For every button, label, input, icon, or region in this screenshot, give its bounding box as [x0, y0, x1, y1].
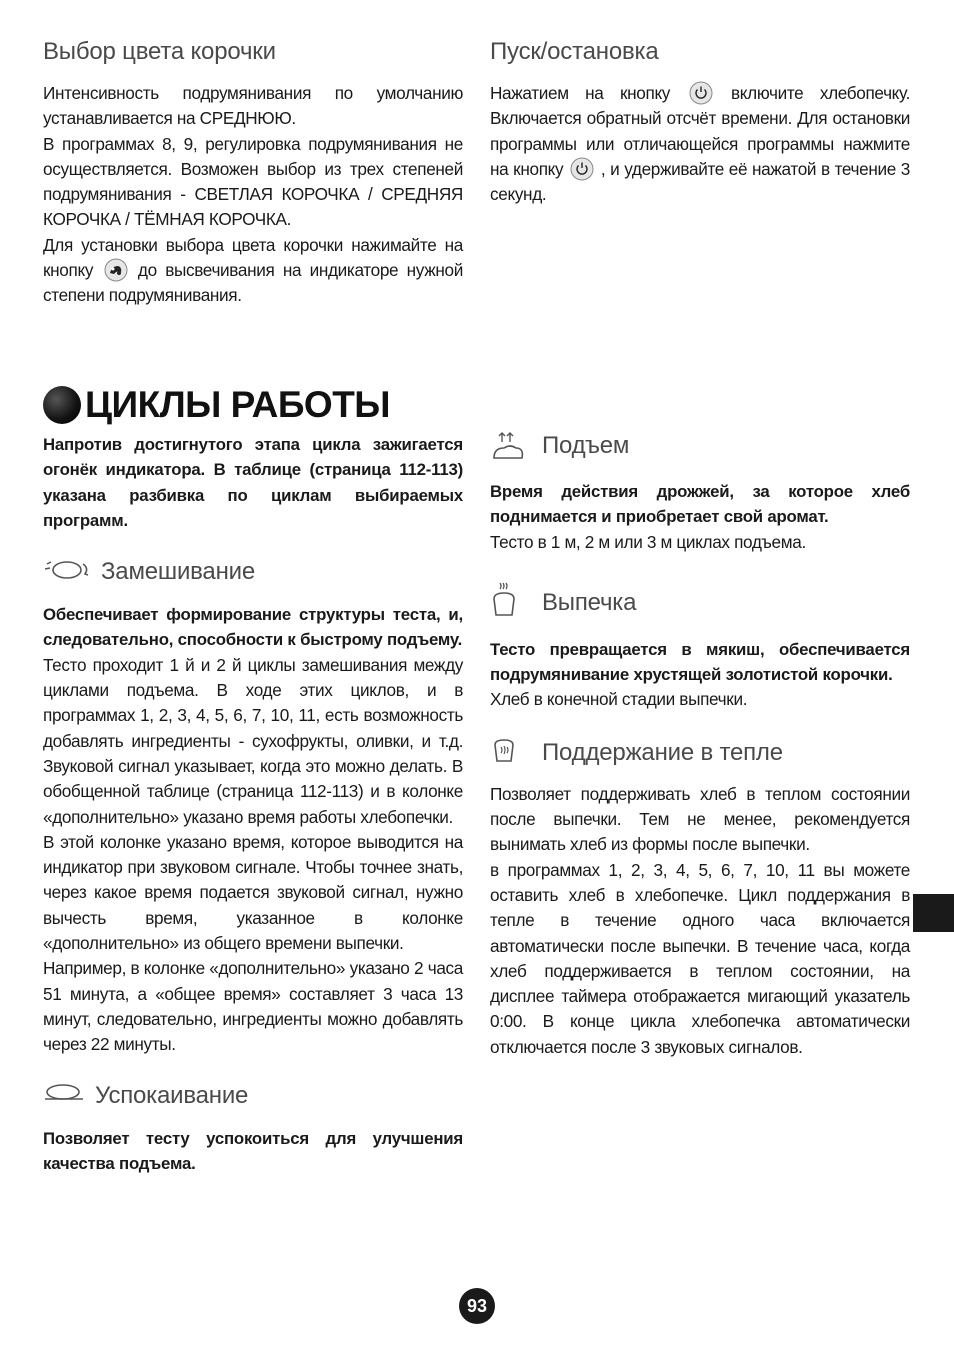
cycles-right-column	[490, 430, 910, 1060]
crust-paragraph-1: Интенсивность подрумянивания по умолчанию устанавливается на СРЕДНЮЮ.	[43, 83, 463, 129]
startstop-text-after: , и удерживайте её нажатой в течение 3 секунд.	[490, 158, 910, 205]
page-number: 93	[459, 1288, 495, 1324]
crust-title: Выбор цвета корочки	[43, 38, 276, 65]
rising-bold: Время действия дрожжей, за которое хлеб поднимается и приобретает свой аромат.	[490, 482, 910, 527]
startstop-text-middle: включите хлебопечку. Включается обратный отсчёт времени. Для остановки программы или отличающейся программы нажмите на кнопку	[490, 83, 910, 179]
cycles-heading	[43, 384, 390, 426]
baking-bold: Тесто превращается в мякиш, обеспечивается подрумянивание хрустящей золотистой корочки.	[490, 639, 910, 685]
crust-color-button-icon	[104, 258, 128, 282]
kneading-paragraph-1: Тесто проходит 1 й и 2 й циклы замешивания между циклами подъема. В ходе этих циклов, и в программах 1, 2, 3, 4, 5, 6, 7, 10, 11, есть возможность добавлять ингредиенты - сухофрукты, оливки, и т.д. Звуковой сигнал указывает, когда это можно делать. В обобщенной таблице (страница 112-113) и в колонке «дополнительно» указано время работы хлебопечки.	[43, 654, 463, 827]
heading-bullet-icon	[43, 386, 81, 424]
startstop-text-before: Нажатием на кнопку	[490, 83, 671, 103]
cycles-left-column	[43, 432, 463, 1176]
kneading-icon	[43, 556, 93, 588]
kneading-heading	[43, 556, 463, 588]
startstop-section	[490, 38, 910, 207]
warm-paragraph-2: в программах 1, 2, 3, 4, 5, 6, 7, 10, 11 вы можете оставить хлеб в хлебопечке. Цикл поддержания в тепле в течение одного часа включается автоматически после выпечки. В течение часа, когда хлеб поддерживается в теплом состоянии, на дисплее таймера отображается мигающий указатель 0:00. В конце цикла хлебопечка автоматически отключается после 3 звуковых сигналов.	[490, 859, 910, 1057]
startstop-paragraph	[490, 81, 910, 207]
resting-title: Успокаивание	[95, 1081, 249, 1109]
rising-paragraph: Тесто в 1 м, 2 м или 3 м циклах подъема.	[490, 531, 806, 552]
resting-bold: Позволяет тесту успокоиться для улучшения качества подъема.	[43, 1128, 463, 1173]
rising-title: Подъем	[542, 432, 630, 459]
rising-icon	[490, 430, 534, 462]
section-tab-marker	[913, 894, 954, 932]
crust-paragraph-3	[43, 233, 463, 309]
warm-paragraph-1: Позволяет поддерживать хлеб в теплом состоянии после выпечки. Тем не менее, рекомендуется вынимать хлеб из формы после выпечки.	[490, 783, 910, 855]
cycles-intro: Напротив достигнутого этапа цикла зажигается огонёк индикатора. В таблице (страница 112-113) указана разбивка по циклам выбираемых программ.	[43, 435, 463, 530]
power-button-icon	[570, 157, 594, 181]
kneading-bold: Обеспечивает формирование структуры теста, и, следовательно, способности к быстрому подъему.	[43, 605, 463, 650]
kneading-paragraph-2: В этой колонке указано время, которое выводится на индикатор при звуковом сигнале. Чтобы точнее знать, через какое время подается звуковой сигнал, нужно вычесть время, указанное в колонке «дополнительно» из общего времени выпечки.	[43, 831, 463, 954]
crust-paragraph-3-before: Для установки выбора цвета корочки нажимайте на кнопку	[43, 234, 463, 281]
baking-title: Выпечка	[542, 588, 637, 616]
resting-icon	[43, 1080, 87, 1112]
rising-heading	[490, 430, 910, 462]
warm-heading	[490, 737, 910, 769]
kneading-title: Замешивание	[101, 558, 255, 586]
crust-section	[43, 38, 463, 309]
crust-paragraph-3-after: до высвечивания на индикаторе нужной степени подрумянивания.	[43, 260, 463, 306]
crust-paragraph-2: В программах 8, 9, регулировка подрумянивания не осуществляется. Возможен выбор из трех степеней подрумянивания - СВЕТЛАЯ КОРОЧКА / СРЕДНЯЯ КОРОЧКА / ТЁМНАЯ КОРОЧКА.	[43, 133, 463, 230]
baking-icon	[490, 581, 534, 625]
cycles-title: ЦИКЛЫ РАБОТЫ	[85, 384, 391, 425]
baking-paragraph: Хлеб в конечной стадии выпечки.	[490, 689, 748, 710]
keep-warm-icon	[490, 737, 534, 769]
baking-heading	[490, 581, 910, 625]
startstop-title: Пуск/остановка	[490, 38, 659, 65]
kneading-paragraph-3: Например, в колонке «дополнительно» указано 2 часа 51 минута, а «общее время» составляет 3 часа 13 минут, следовательно, ингредиенты можно добавлять через 22 минуты.	[43, 958, 463, 1055]
warm-title: Поддержание в тепле	[542, 738, 783, 766]
power-button-icon	[689, 81, 713, 105]
resting-heading	[43, 1080, 463, 1112]
